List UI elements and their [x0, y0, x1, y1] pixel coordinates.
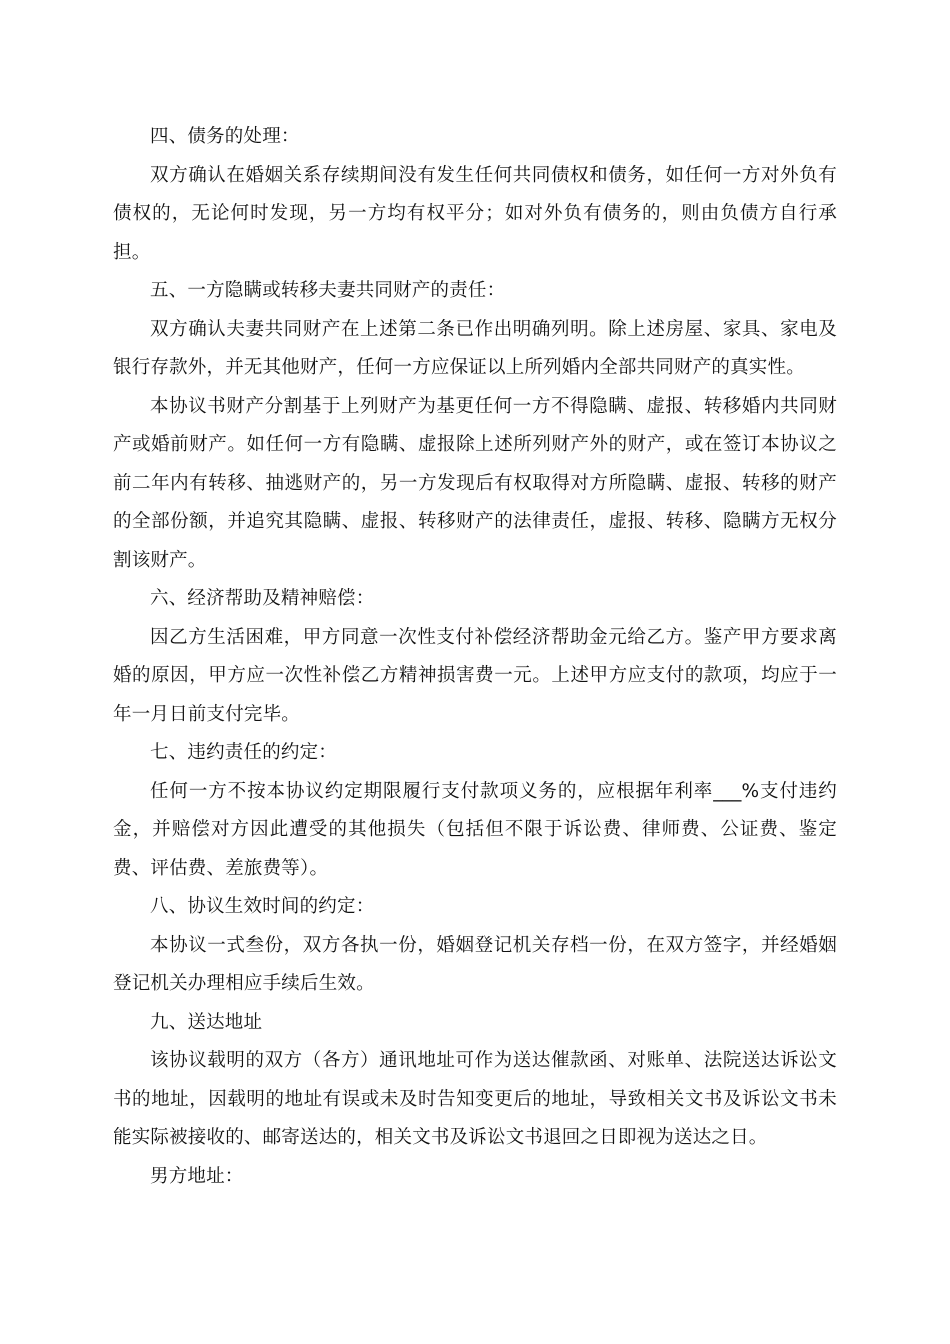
section-5-paragraph-2: 本协议书财产分割基于上列财产为基更任何一方不得隐瞒、虚报、转移婚内共同财产或婚前财产。如任何一方有隐瞒、虚报除上述所列财产外的财产，或在签订本协议之前二年内有转移、抽逃财产的，另一方发现后有权取得对方所隐瞒、虚报、转移的财产的全部份额，并追究其隐瞒、虚报、转移财产的法律责任，虚报、转移、隐瞒方无权分割该财产。 — [113, 395, 837, 571]
section-9-paragraph-1: 该协议载明的双方（各方）通讯地址可作为送达催款函、对账单、法院送达诉讼文书的地址，因载明的地址有误或未及时告知变更后的地址，导致相关文书及诉讼文书未能实际被接收的、邮寄送达的，相关文书及诉讼文书退回之日即视为送达之日。 — [113, 1050, 837, 1148]
section-4-paragraph-1: 双方确认在婚姻关系存续期间没有发生任何共同债权和债务，如任何一方对外负有债权的，无论何时发现，另一方均有权平分；如对外负有债务的，则由负债方自行承担。 — [113, 164, 837, 263]
male-address-label: 男方地址： — [150, 1165, 244, 1187]
section-8-paragraph-1: 本协议一式叁份，双方各执一份，婚姻登记机关存档一份，在双方签字，并经婚姻登记机关办理相应手续后生效。 — [113, 934, 837, 994]
section-5-paragraph-1: 双方确认夫妻共同财产在上述第二条已作出明确列明。除上述房屋、家具、家电及银行存款外，并无其他财产，任何一方应保证以上所列婚内全部共同财产的真实性。 — [113, 318, 837, 378]
section-7-heading: 七、违约责任的约定： — [150, 742, 338, 763]
section-8-heading: 八、协议生效时间的约定： — [150, 896, 375, 917]
section-5-heading: 五、一方隐瞒或转移夫妻共同财产的责任： — [150, 280, 506, 301]
document-body — [113, 118, 837, 1196]
section-7-paragraph-1: 任何一方不按本协议约定期限履行支付款项义务的，应根据年利率___%支付违约金，并赔偿对方因此遭受的其他损失（包括但不限于诉讼费、律师费、公证费、鉴定费、评估费、差旅费等）。 — [113, 780, 837, 879]
section-6-paragraph-1: 因乙方生活困难，甲方同意一次性支付补偿经济帮助金元给乙方。鉴产甲方要求离婚的原因，甲方应一次性补偿乙方精神损害费一元。上述甲方应支付的款项，均应于一年一月日前支付完毕。 — [113, 626, 837, 725]
section-6-heading: 六、经济帮助及精神赔偿： — [150, 588, 375, 609]
section-4-heading: 四、债务的处理： — [150, 126, 300, 147]
section-9-heading: 九、送达地址 — [150, 1011, 263, 1033]
